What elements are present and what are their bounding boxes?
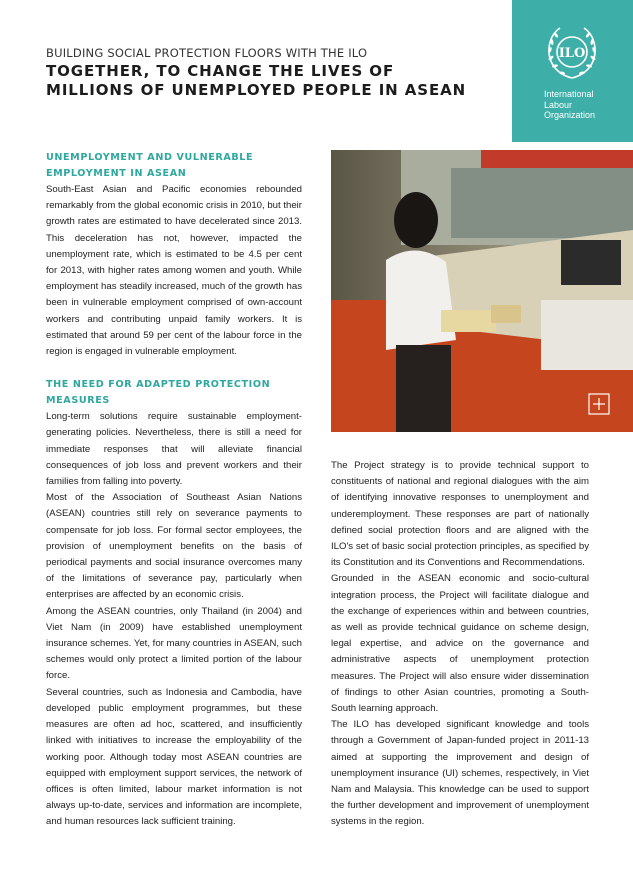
page-title: TOGETHER, TO CHANGE THE LIVES OF MILLIONS OF UNEMPLOYED PEOPLE IN ASEAN xyxy=(46,62,467,99)
ilo-org-line: Labour xyxy=(544,99,573,110)
paragraph: Long-term solutions require sustainable employment-generating policies. Nevertheless, there is still a need for immediate responses that will alleviate financial consequences of job loss and prevent workers and their families from falling into poverty. xyxy=(46,411,302,488)
section-heading-protection: THE NEED FOR ADAPTED PROTECTION MEASURES xyxy=(46,379,271,407)
paragraph: Among the ASEAN countries, only Thailand (in 2004) and Viet Nam (in 2009) have established unemployment insurance schemes. Yet, for many countries in ASEAN, such schemes would only protect a limited portion of the labour force. xyxy=(46,605,302,682)
paragraph: The Project strategy is to provide technical support to constituents of national and regional dialogues with the aim of identifying innovative responses to unemployment and underemployment. These responses are part of nationally defined social protection floors and are aligned with the ILO's set of basic social protection principles, as specified by its Constitution and its Conventions and Recommendations. xyxy=(331,460,589,569)
paragraph: South-East Asian and Pacific economies rebounded remarkably from the global economic crisis in 2010, but their growth rates are estimated to have decelerated since 2013. This deceleration has not, however, impacted the unemployment rate, which is estimated to be 4.5 per cent for 2013, with higher rates among women and youth. While employment has steadily increased, much of the growth has been in vulnerable employment comprised of own-account workers and contributing unpaid family workers. It is estimated that around 59 per cent of the labour force in the region is engaged in vulnerable employment. xyxy=(46,184,302,358)
ilo-logo-text: ILO xyxy=(558,46,586,61)
employment-office-photo xyxy=(331,150,633,432)
photo-illustration xyxy=(331,150,633,432)
left-column xyxy=(46,150,302,831)
paragraph: The ILO has developed significant knowledge and tools through a Government of Japan-funded project in 2011-13 aimed at supporting the improvement and design of unemployment insurance (UI) schemes, respectively, in Viet Nam and Malaysia. This knowledge can be used to support the further development and improvement of unemployment systems in the region. xyxy=(331,719,589,828)
ilo-org-line: International xyxy=(544,89,594,99)
ilo-emblem-icon xyxy=(542,22,602,82)
paragraph: Most of the Association of Southeast Asian Nations (ASEAN) countries still rely on severance payments to compensate for job loss. For formal sector employees, the provision of unemployment benefits on the basis of periodical payments and social insurance overcomes many of the limitations of severance pay, particularly when enterprises are affected by an economic crisis. xyxy=(46,492,302,601)
section-heading-unemployment: UNEMPLOYMENT AND VULNERABLE EMPLOYMENT IN ASEAN xyxy=(46,152,254,179)
header-kicker: BUILDING SOCIAL PROTECTION FLOORS WITH THE ILO xyxy=(46,46,368,60)
right-column xyxy=(331,458,589,831)
zoom-icon[interactable] xyxy=(587,392,611,416)
ilo-org-name xyxy=(544,89,632,121)
ilo-org-line: Organization xyxy=(544,110,596,120)
ilo-branding xyxy=(512,0,633,142)
paragraph: Grounded in the ASEAN economic and socio-cultural integration process, the Project will facilitate dialogue and the exchange of experiences within and between countries, as well as provide technical guidance on scheme design, legal expertise, and advice on the governance and administrative aspects of unemployment protection measures. The Project will also ensure wider dissemination of findings to other Asian countries, promoting a South-South learning approach. xyxy=(331,573,589,715)
paragraph: Several countries, such as Indonesia and Cambodia, have developed public employment programmes, but these measures are often ad hoc, scattered, and insufficiently linked with initiatives to increase the employability of the working poor. Although today most ASEAN countries are equipped with employment support services, the network of offices is often limited, labour market information is not always up-to-date, services and information are incomplete, and human resources lack sufficient training. xyxy=(46,686,302,828)
